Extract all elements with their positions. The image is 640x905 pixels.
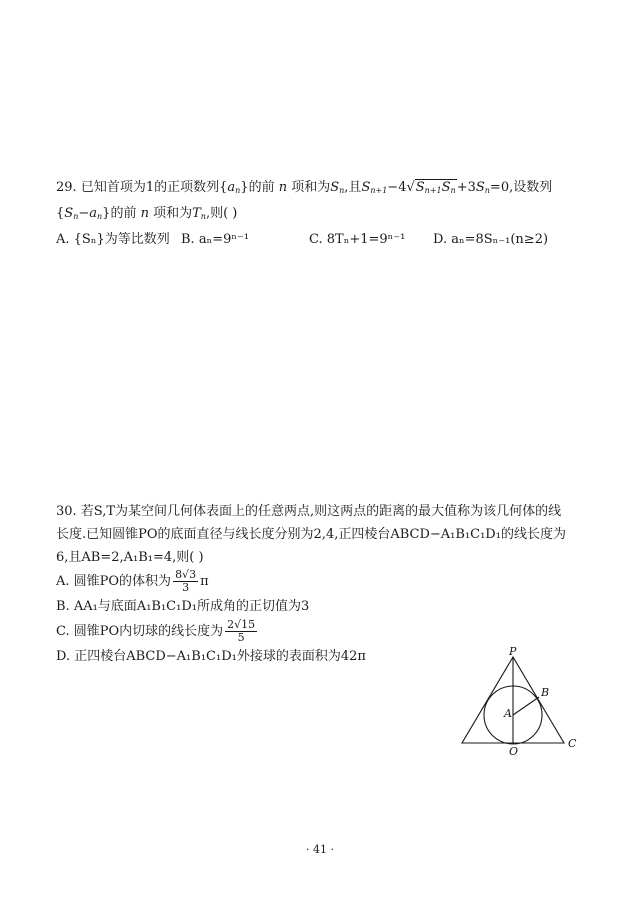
fraction-denominator: 5	[237, 631, 245, 644]
q29-text: ,且	[344, 180, 362, 195]
radius-ab	[513, 697, 539, 715]
fraction-numerator: 2√15	[227, 618, 256, 631]
q30-option-b[interactable]: B. AA₁与底面A₁B₁C₁D₁所成角的正切值为3	[56, 599, 310, 614]
q29-number: 29.	[56, 180, 77, 195]
q30-option-d[interactable]: D. 正四棱台ABCD−A₁B₁C₁D₁外接球的表面积为42π	[56, 649, 366, 664]
q29-option-d[interactable]: D. aₙ=8Sₙ₋₁(n≥2)	[433, 232, 549, 247]
q29-options	[56, 228, 596, 251]
q30-line-2: 长度.已知圆锥PO的底面直径与线长度分别为2,4,正四棱台ABCD−A₁B₁C₁D₁的线长度为	[56, 527, 566, 542]
q29-text: }的前	[240, 180, 275, 195]
q29-line-1: 29. 已知首项为1的正项数列$\{a_n\}$的前 n 项和为$S_n$,且$S_{n+1}-4√S_{n+1}S_n+3S_n=0$,设数列	[56, 180, 553, 195]
q30-option-a-suffix: π	[200, 574, 209, 589]
q29-text: =0,设数列	[489, 180, 553, 195]
q29-text: −	[78, 206, 90, 221]
label-a: A	[504, 707, 512, 720]
q29-option-c[interactable]: C. 8Tₙ+1=9ⁿ⁻¹	[309, 232, 406, 247]
q29-text: }的前	[102, 206, 137, 221]
label-c: C	[568, 737, 577, 750]
q30-option-c-text: C. 圆锥PO内切球的线长度为	[56, 624, 224, 639]
q29-text: −4	[387, 180, 407, 195]
cone-cross-section-figure	[455, 645, 595, 760]
q30-line-1: 30. 若S,T为某空间几何体表面上的任意两点,则这两点的距离的最大值称为该几何体的线	[56, 504, 562, 519]
q29-option-a[interactable]: A. {Sₙ}为等比数列	[56, 232, 170, 247]
page-number: · 41 ·	[306, 843, 334, 856]
q29-text: 已知首项为1的正项数列{	[80, 180, 228, 195]
question-30	[56, 500, 596, 669]
q29-text: ,则( )	[205, 206, 238, 221]
fraction	[225, 619, 257, 644]
q29-option-b[interactable]: B. aₙ=9ⁿ⁻¹	[181, 232, 250, 247]
fraction-denominator: 3	[182, 581, 190, 594]
fraction-numerator: 8√3	[175, 568, 197, 581]
q30-option-a[interactable]	[56, 569, 596, 594]
q29-line-2: $\{S_n-a_n\}$的前 n 项和为$T_n$,则( )	[56, 206, 238, 221]
q30-option-c[interactable]	[56, 619, 596, 644]
q29-text: 项和为	[153, 206, 193, 221]
q29-text: +3	[456, 180, 476, 195]
question-29	[56, 176, 596, 251]
fraction	[173, 569, 198, 594]
label-o: O	[509, 745, 519, 758]
label-p: P	[509, 645, 517, 658]
q30-option-a-text: A. 圆锥PO的体积为	[56, 574, 172, 589]
q29-text: 项和为	[291, 180, 331, 195]
label-b: B	[541, 686, 550, 699]
q29-text: {	[56, 206, 65, 221]
q30-line-3: 6,且AB=2,A₁B₁=4,则( )	[56, 550, 204, 565]
